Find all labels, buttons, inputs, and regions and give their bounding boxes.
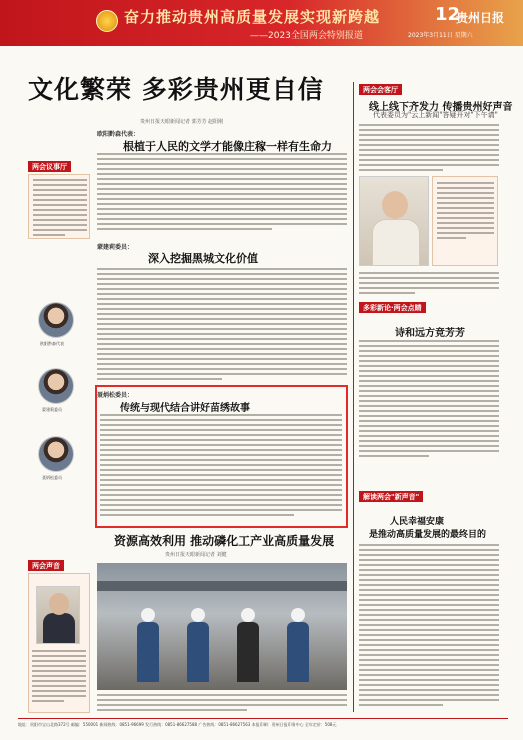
headline-byline: 贵州日报天眼新闻记者 郭芳芳 赵阳刚	[140, 119, 224, 125]
right-body	[359, 272, 499, 297]
right-tag: 多彩新论·两会点睛	[359, 302, 426, 313]
article-title: 根植于人民的文学才能像庄稼一样有生命力	[123, 140, 332, 153]
portrait-caption: 欧阳黔森代表	[40, 341, 64, 346]
photo-caption-box	[432, 176, 498, 266]
article-body	[97, 694, 347, 714]
right-body	[359, 124, 499, 174]
portrait-photo	[38, 368, 74, 404]
delegate-photo	[359, 176, 429, 266]
article-kicker: 欧阳黔森代表：	[97, 131, 140, 138]
article-body	[97, 268, 347, 383]
page-headline: 文化繁荣 多彩贵州更自信	[28, 75, 324, 104]
portrait-caption: 蒙建莉委员	[42, 407, 62, 412]
sidebar-tag: 两会声音	[28, 560, 64, 571]
article-body	[100, 414, 342, 519]
article-kicker: 聂炳松委员：	[97, 392, 134, 399]
emblem-icon	[96, 10, 118, 32]
leader-photo	[36, 586, 80, 644]
factory-photo	[97, 563, 347, 690]
article-title: 传统与现代结合讲好苗绣故事	[120, 403, 250, 414]
sidebar-box	[28, 174, 90, 239]
right-title: 诗和远方竞芳芳	[395, 328, 465, 339]
right-tag: 解读两会"新声音"	[359, 491, 423, 502]
article-kicker: 蒙建莉委员：	[97, 244, 134, 251]
right-body	[359, 340, 499, 460]
right-tag: 两会会客厅	[359, 84, 402, 95]
column-divider	[353, 82, 354, 712]
masthead	[0, 0, 523, 46]
right-title: 是推动高质量发展的最终目的	[369, 530, 487, 540]
sidebar-tag: 两会议事厅	[28, 161, 71, 172]
page-footer: 地址：贵阳市宝山北路372号 邮编：550001 新闻热线：0851-96699 发行热线：0851-86627588 广告热线：0851-86627563 本报印刷：贵州日报印务中心 全年定价：508元	[18, 718, 508, 730]
paper-name: 贵州日报	[456, 11, 505, 25]
issue-date: 2023年3月11日 星期六	[408, 32, 473, 39]
portrait-caption: 聂炳松委员	[42, 475, 62, 480]
article-title: 资源高效利用 推动磷化工产业高质量发展	[114, 534, 335, 548]
article-title: 深入挖掘黑城文化价值	[148, 252, 258, 265]
portrait-photo	[38, 302, 74, 338]
sidebar-text	[32, 650, 86, 705]
right-title: 人民幸福安康	[390, 517, 445, 527]
page-number: 12	[435, 4, 461, 25]
right-title: 线上线下齐发力 传播贵州好声音	[369, 102, 513, 113]
right-subtitle: 代表委员为"云上新闻"答疑开对"下午请"	[373, 111, 498, 119]
right-body	[359, 544, 499, 709]
masthead-title: 奋力推动贵州高质量发展实现新跨越	[124, 8, 381, 26]
portrait-photo	[38, 436, 74, 472]
masthead-subtitle: ——2023全国两会特别报道	[250, 31, 363, 41]
article-body	[97, 153, 347, 233]
article-byline: 贵州日报天眼新闻记者 刘健	[165, 552, 227, 558]
